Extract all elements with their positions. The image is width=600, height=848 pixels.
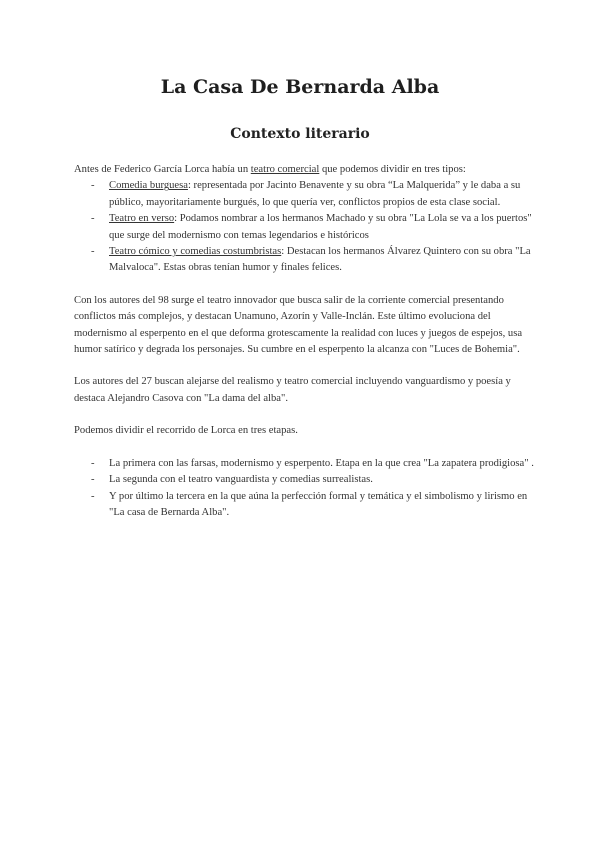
paragraph-lorca: Podemos dividir el recorrido de Lorca en tres etapas. bbox=[74, 425, 298, 437]
bullet-dash: - bbox=[91, 180, 95, 192]
list-item bbox=[74, 456, 534, 472]
bullet-dash: - bbox=[91, 246, 95, 258]
type-description: : Podamos nombrar a los hermanos Machado y su obra "La Lola se va a los puertos" que surge del modernismo con temas legendarios e históricos bbox=[109, 213, 532, 241]
type-description: : representada por Jacinto Benavente y su obra “La Malquerida” y le daba a su público, mayoritariamente burgués, lo que quería ver, conflictos propios de esta clase social. bbox=[109, 180, 521, 208]
intro-paragraph bbox=[74, 162, 534, 178]
bullet-dash: - bbox=[91, 490, 95, 502]
bullet-dash: - bbox=[91, 213, 95, 225]
stage-text: La primera con las farsas, modernismo y esperpento. Etapa en la que crea "La zapatera prodigiosa" . bbox=[109, 457, 534, 469]
stage-text: Y por último la tercera en la que aúna la perfección formal y temática y el simbolismo y lirismo en "La casa de Bernarda Alba". bbox=[109, 490, 528, 518]
lorca-stages-list bbox=[74, 456, 534, 522]
theatre-types-list bbox=[74, 178, 534, 276]
intro-text-before: Antes de Federico García Lorca había un bbox=[74, 164, 251, 175]
document-body bbox=[74, 162, 534, 521]
type-description: : Destacan los hermanos Álvarez Quintero con su obra "La Malvaloca". Estas obras tenían humor y finales felices. bbox=[109, 246, 531, 274]
section-heading: Contexto literario bbox=[230, 126, 370, 142]
intro-underlined-term: teatro comercial bbox=[250, 164, 320, 175]
intro-text-after: que podemos dividir en tres tipos: bbox=[319, 164, 466, 175]
type-term: Teatro cómico y comedias costumbristas bbox=[109, 246, 282, 258]
list-item bbox=[74, 244, 534, 277]
bullet-dash: - bbox=[91, 474, 95, 486]
list-item bbox=[74, 178, 534, 211]
stage-text: La segunda con el teatro vanguardista y comedias surrealistas. bbox=[109, 474, 373, 486]
list-item bbox=[74, 489, 534, 522]
list-item bbox=[74, 211, 534, 244]
bullet-dash: - bbox=[91, 457, 95, 469]
document-title: La Casa De Bernarda Alba bbox=[160, 76, 440, 98]
type-term: Comedia burguesa bbox=[109, 180, 188, 192]
type-term: Teatro en verso bbox=[109, 213, 175, 225]
paragraph-98: Con los autores del 98 surge el teatro innovador que busca salir de la corriente comercial presentando conflictos más complejos, y destacan Unamuno, Azorín y Valle-Inclán. Este último evoluciona del modernismo al esperpento en el que deforma grotescamente la realidad con luces y juegos de espejos, usa humor satírico y degrada los personajes. Su cumbre en el esperpento la alcanza con "Luces de Bohemia". bbox=[74, 294, 523, 356]
list-item bbox=[74, 472, 534, 488]
paragraph-27: Los autores del 27 buscan alejarse del realismo y teatro comercial incluyendo vanguardismo y poesía y destaca Alejandro Casova con "La dama del alba". bbox=[74, 376, 511, 404]
